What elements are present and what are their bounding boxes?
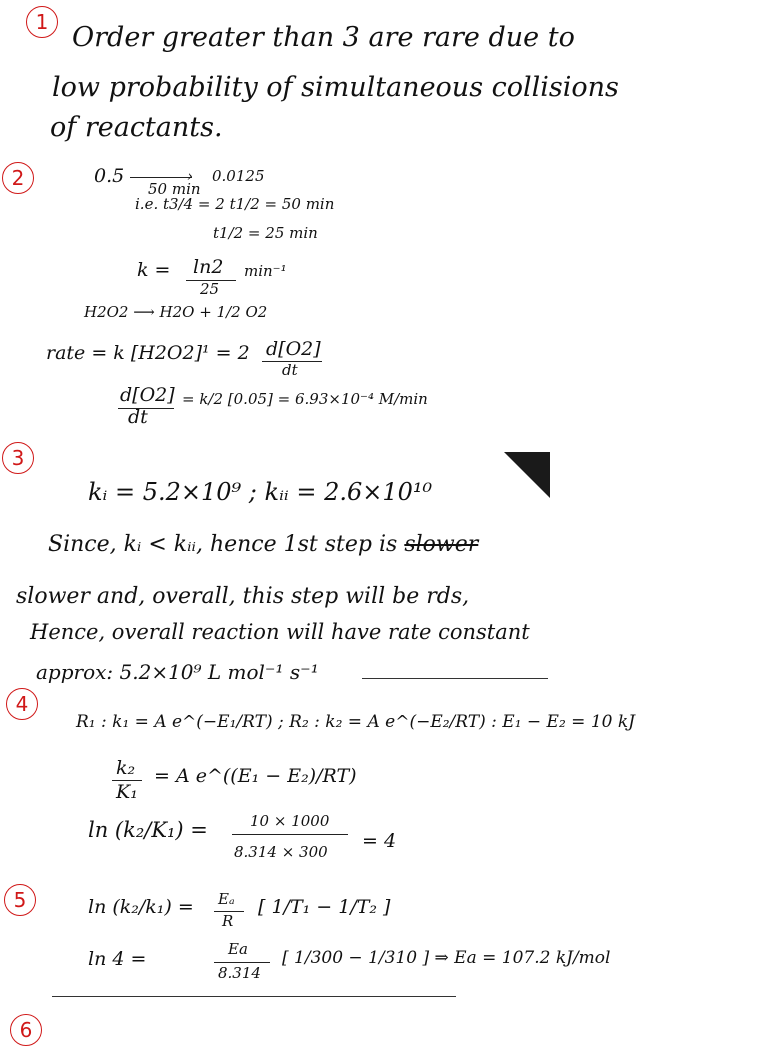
q2-final-denominator: dt	[128, 406, 148, 428]
q5-line-2-lhs: ln 4 =	[88, 948, 147, 970]
q5-line-2-rhs: [ 1/300 − 1/310 ] ⇒ Ea = 107.2 kJ/mol	[282, 948, 611, 968]
question-number-2: 2	[2, 162, 34, 194]
q2-conc-start: 0.5	[94, 165, 125, 187]
question-number-3: 3	[2, 442, 34, 474]
q1-line-2: low probability of simultaneous collisions	[52, 72, 619, 103]
q3-divider	[362, 678, 548, 679]
q4-ratio-rhs: = A e^((E₁ − E₂)/RT)	[154, 765, 357, 787]
q2-k-denominator: 25	[200, 280, 220, 298]
q2-half-life: t1/2 = 25 min	[213, 224, 318, 242]
q5-line-1-numerator: Eₐ	[218, 890, 235, 908]
q5-line-2-denominator: 8.314	[218, 964, 261, 982]
q4-ln-lhs: ln (k₂/K₁) =	[88, 818, 208, 842]
q2-k-unit: min⁻¹	[244, 262, 287, 280]
q3-line-1-text: Since, kᵢ < kᵢᵢ, hence 1st step is	[48, 532, 398, 557]
q2-final-numerator: d[O2]	[120, 384, 175, 406]
q1-line-3: of reactants.	[50, 112, 223, 143]
q4-ratio-denominator: K₁	[116, 781, 138, 803]
q4-ln-result: = 4	[362, 830, 397, 852]
q5-line-2-numerator: Ea	[228, 940, 248, 958]
q3-struck-word: slower	[404, 532, 479, 557]
q2-ie-line: i.e. t3/4 = 2 t1/2 = 50 min	[135, 195, 335, 213]
q5-line-1-denominator: R	[222, 912, 234, 930]
q4-ln-fraction-bar	[232, 834, 348, 835]
q2-rate-lhs: rate = k [H2O2]¹ = 2	[46, 342, 250, 364]
q2-final-rhs: = k/2 [0.05] = 6.93×10⁻⁴ M/min	[182, 390, 428, 408]
q2-time-label: 50 min	[148, 180, 201, 198]
q3-line-4: approx: 5.2×10⁹ L mol⁻¹ s⁻¹	[36, 660, 319, 684]
q2-k-numerator: ln2	[193, 256, 224, 278]
q5-divider	[52, 996, 456, 997]
q5-line-1-rhs: [ 1/T₁ − 1/T₂ ]	[258, 896, 391, 918]
q2-rate-numerator: d[O2]	[266, 338, 321, 360]
question-number-1: 1	[26, 6, 58, 38]
q2-k-lhs: k =	[137, 259, 171, 281]
q3-k-values: kᵢ = 5.2×10⁹ ; kᵢᵢ = 2.6×10¹⁰	[88, 478, 433, 506]
q4-ratio-numerator: k₂	[116, 757, 136, 779]
question-number-5: 5	[4, 884, 36, 916]
q1-line-1: Order greater than 3 are rare due to	[72, 22, 575, 53]
page-edge-shadow	[504, 452, 550, 498]
q3-line-2: slower and, overall, this step will be rds,	[16, 584, 470, 609]
q4-ln-denominator: 8.314 × 300	[234, 843, 328, 861]
q4-ln-numerator: 10 × 1000	[250, 812, 330, 830]
question-number-6: 6	[10, 1014, 42, 1046]
q4-line-1: R₁ : k₁ = A e^(−E₁/RT) ; R₂ : k₂ = A e^(−E₂/RT) : E₁ − E₂ = 10 kJ	[76, 712, 635, 732]
q2-arrow-line	[130, 177, 192, 178]
q2-reaction: H2O2 ⟶ H2O + 1/2 O2	[84, 303, 268, 321]
q2-rate-denominator: dt	[282, 361, 298, 379]
q3-line-1	[48, 532, 478, 557]
q2-conc-end: 0.0125	[212, 167, 265, 185]
q3-line-3: Hence, overall reaction will have rate constant	[30, 620, 530, 644]
q5-line-1-lhs: ln (k₂/k₁) =	[88, 896, 194, 918]
question-number-4: 4	[6, 688, 38, 720]
q2-arrow-head: ›	[187, 167, 193, 185]
